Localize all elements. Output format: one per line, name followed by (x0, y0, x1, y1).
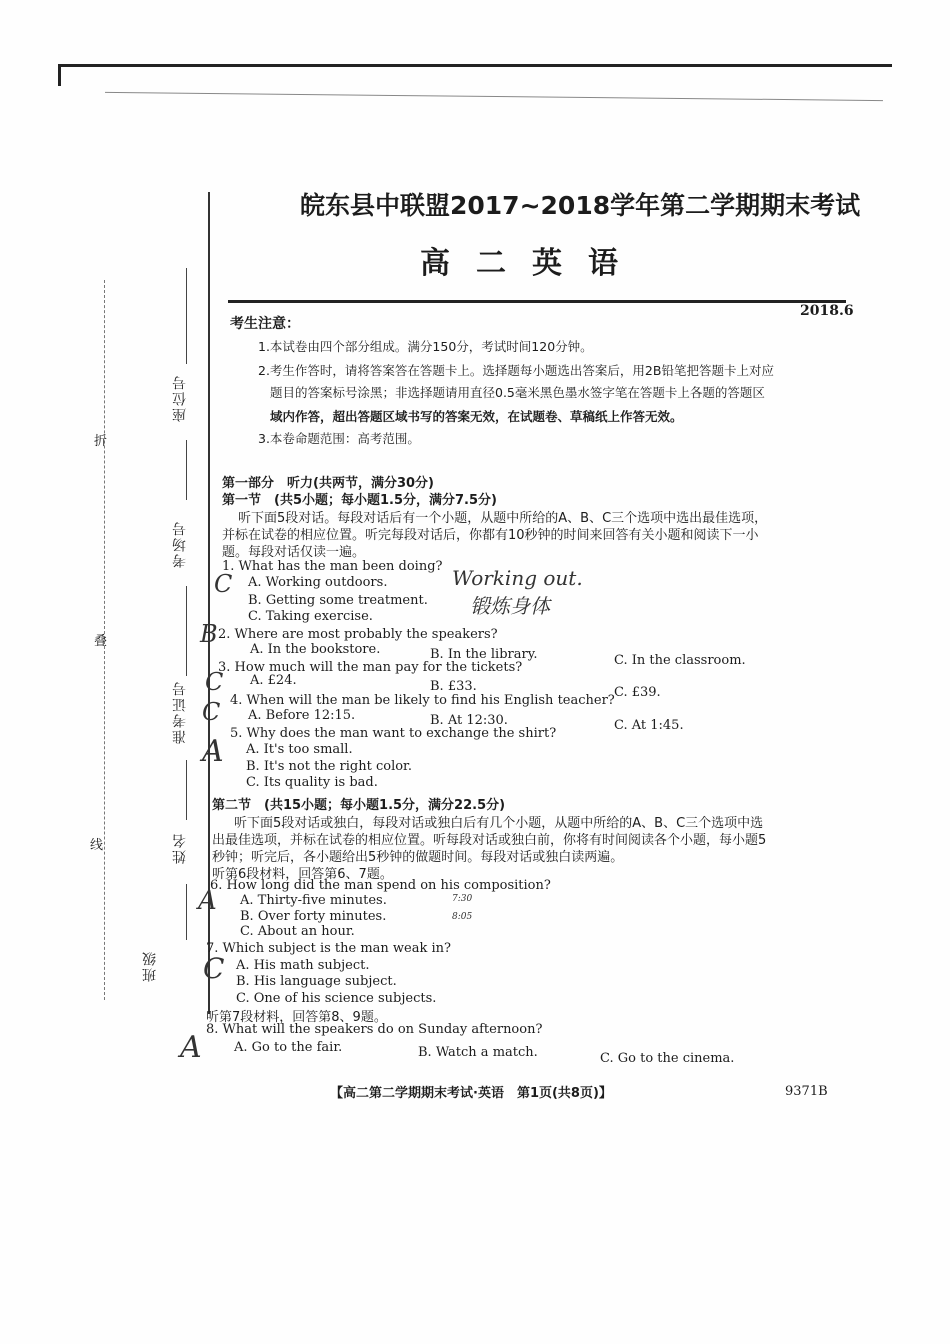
q3-option-b: B. £33. (430, 679, 477, 694)
paper-code: 9371B (785, 1084, 828, 1099)
q3-option-c: C. £39. (614, 685, 661, 700)
q2-option-a: A. In the bookstore. (250, 642, 381, 657)
q8-option-a: A. Go to the fair. (234, 1040, 343, 1055)
name-line (186, 760, 187, 820)
sec2-instr-1: 听下面5段对话或独白，每段对话或独白后有几个小题，从题中所给的A、B、C三个选项中选 (234, 816, 764, 831)
notice-item-2c: 域内作答，超出答题区域书写的答案无效，在试题卷、草稿纸上作答无效。 (270, 409, 683, 424)
sec2-instr-4: 听第6段材料，回答第6、7题。 (212, 867, 393, 882)
q1-note-en: Working out. (452, 566, 583, 590)
seat-label: 座位号 (172, 374, 188, 422)
sec1-instr-1: 听下面5段对话。每段对话后有一个小题，从题中所给的A、B、C三个选项中选出最佳选项， (238, 511, 768, 526)
class-label: 班级 (142, 950, 158, 982)
q6-option-c: C. About an hour. (240, 924, 355, 939)
q4-option-a: A. Before 12:15. (248, 708, 356, 723)
sec1-instr-3: 题。每段对话仅读一遍。 (222, 545, 366, 560)
exam-title: 皖东县中联盟2017~2018学年第二学期期末考试 (300, 191, 861, 220)
q2-answer-mark: B (200, 620, 218, 648)
fold-mark-1: 折 (94, 434, 108, 449)
q8-stem: 8. What will the speakers do on Sunday afternoon? (206, 1022, 543, 1037)
q6-option-a: A. Thirty-five minutes. (240, 893, 387, 908)
exam-date: 2018.6 (800, 303, 854, 319)
sec2-instr-2: 出最佳选项，并标在试卷的相应位置。听每段对话或独白前，你将有时间阅读各个小题，每小题5 (212, 833, 767, 848)
q6-answer-mark: A (198, 886, 217, 916)
q5-option-a: A. It's too small. (246, 742, 353, 757)
q5-answer-mark: A (202, 734, 224, 769)
fold-mark-2: 叠 (94, 634, 108, 649)
q6-stem: 6. How long did the man spend on his composition? (210, 878, 551, 893)
q7-answer-mark: C (203, 952, 225, 985)
page-footer: 【高二第二学期期末考试·英语 第1页(共8页)】 (330, 1086, 612, 1101)
q7-option-c: C. One of his science subjects. (236, 991, 437, 1006)
fold-mark-3: 线 (90, 838, 104, 853)
scan-line (105, 92, 883, 101)
room-line (186, 440, 187, 500)
notice-item-1: 1.本试卷由四个部分组成。满分150分，考试时间120分钟。 (258, 339, 593, 354)
room-label: 考场号 (172, 520, 188, 568)
q8-option-c: C. Go to the cinema. (600, 1051, 735, 1066)
sec2-title: 第二节 (共15小题；每小题1.5分，满分22.5分) (212, 798, 506, 813)
notice-heading: 考生注意： (230, 316, 300, 332)
notice-item-2: 2.考生作答时，请将答案答在答题卡上。选择题每小题选出答案后，用2B铅笔把答题卡上对应 (258, 363, 774, 378)
q4-option-b: B. At 12:30. (430, 713, 508, 728)
q8-answer-mark: A (180, 1030, 202, 1065)
q4-stem: 4. When will the man be likely to find his English teacher? (230, 693, 615, 708)
q1-option-b: B. Getting some treatment. (248, 593, 428, 608)
sec1-instr-2: 并标在试卷的相应位置。听完每段对话后，你都有10秒钟的时间来回答有关小题和阅读下一小 (222, 528, 759, 543)
q2-stem: 2. Where are most probably the speakers? (218, 627, 498, 642)
note-805: 8:05 (452, 912, 473, 922)
q1-option-c: C. Taking exercise. (248, 609, 373, 624)
sec2-instr-3: 秒钟；听完后，各小题给出5秒钟的做题时间。每段对话或独白读两遍。 (212, 850, 624, 865)
title-rule (228, 300, 846, 303)
q3-stem: 3. How much will the man pay for the tickets? (218, 660, 523, 675)
subject-title: 高二英语 (420, 246, 644, 281)
seat-line (186, 268, 187, 364)
listen-7-instr: 听第7段材料，回答第8、9题。 (206, 1010, 387, 1025)
q5-option-c: C. Its quality is bad. (246, 775, 378, 790)
q1-option-a: A. Working outdoors. (248, 575, 388, 590)
q7-option-a: A. His math subject. (236, 958, 370, 973)
q2-option-b: B. In the library. (430, 647, 538, 662)
q1-answer-mark: C (214, 570, 233, 598)
note-730: 7:30 (452, 894, 473, 904)
q2-option-c: C. In the classroom. (614, 653, 746, 668)
part1-title: 第一部分 听力(共两节，满分30分) (222, 476, 434, 491)
class-line (186, 884, 187, 940)
q3-option-a: A. £24. (250, 673, 297, 688)
q3-answer-mark: C (205, 668, 224, 696)
exam-id-label: 准考证号 (172, 680, 188, 744)
q5-option-b: B. It's not the right color. (246, 759, 412, 774)
q8-option-b: B. Watch a match. (418, 1045, 538, 1060)
id-line (186, 586, 187, 676)
page-top-border (58, 64, 892, 67)
name-label: 姓名 (172, 832, 188, 864)
q1-note-cn: 锻炼身体 (470, 594, 550, 618)
q7-stem: 7. Which subject is the man weak in? (206, 941, 451, 956)
notice-item-3: 3.本卷命题范围：高考范围。 (258, 431, 420, 446)
sec1-title: 第一节 (共5小题；每小题1.5分，满分7.5分) (222, 493, 497, 508)
q4-answer-mark: C (202, 698, 221, 726)
page-top-corner (58, 64, 61, 86)
q7-option-b: B. His language subject. (236, 974, 397, 989)
q5-stem: 5. Why does the man want to exchange the shirt? (230, 726, 557, 741)
notice-item-2b: 题目的答案标号涂黑；非选择题请用直径0.5毫米黑色墨水签字笔在答题卡上各题的答题区 (270, 385, 765, 400)
q1-stem: 1. What has the man been doing? (222, 559, 443, 574)
q6-option-b: B. Over forty minutes. (240, 909, 387, 924)
q4-option-c: C. At 1:45. (614, 718, 684, 733)
